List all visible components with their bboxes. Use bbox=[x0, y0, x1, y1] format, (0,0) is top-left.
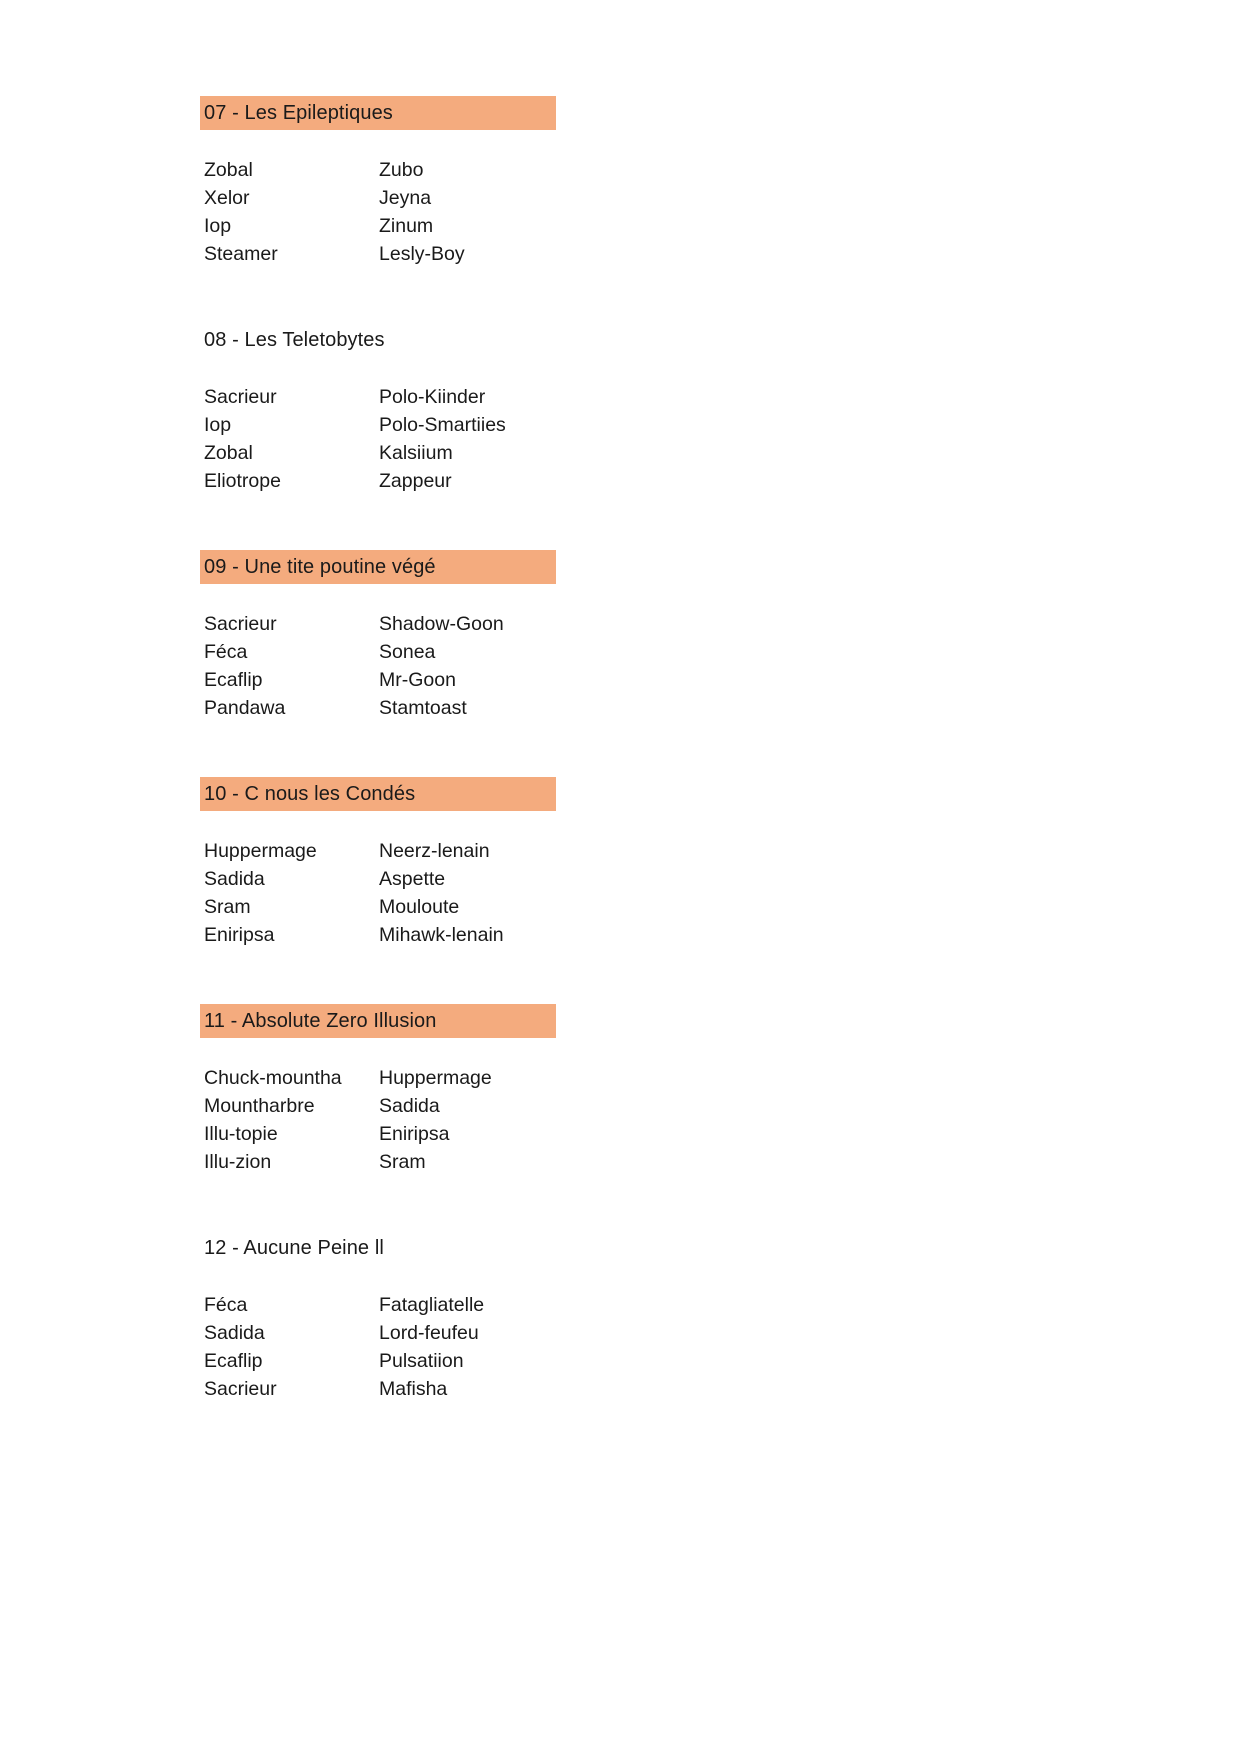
roster-player: Sram bbox=[379, 1151, 426, 1173]
roster-player: Lord-feufeu bbox=[379, 1322, 479, 1344]
roster-row bbox=[204, 383, 1084, 411]
team-section-title: 12 - Aucune Peine ll bbox=[204, 1237, 384, 1259]
roster-row bbox=[204, 694, 1084, 722]
roster-player: Neerz-lenain bbox=[379, 840, 490, 862]
roster-row bbox=[204, 837, 1084, 865]
roster-class: Sram bbox=[204, 896, 251, 918]
roster-player: Stamtoast bbox=[379, 697, 467, 719]
team-section-title: 07 - Les Epileptiques bbox=[200, 96, 556, 130]
team-section-title: 11 - Absolute Zero Illusion bbox=[200, 1004, 556, 1038]
roster-player: Zappeur bbox=[379, 470, 452, 492]
roster-row bbox=[204, 1148, 1084, 1176]
roster-class: Pandawa bbox=[204, 697, 286, 719]
roster-row bbox=[204, 666, 1084, 694]
roster-class: Sadida bbox=[204, 1322, 265, 1344]
roster-row bbox=[204, 184, 1084, 212]
team-roster bbox=[204, 837, 1084, 949]
roster-player: Mouloute bbox=[379, 896, 460, 918]
roster-class: Mountharbre bbox=[204, 1095, 315, 1117]
roster-row bbox=[204, 212, 1084, 240]
roster-class: Eniripsa bbox=[204, 924, 275, 946]
roster-row bbox=[204, 893, 1084, 921]
roster-row bbox=[204, 638, 1084, 666]
roster-row bbox=[204, 1092, 1084, 1120]
roster-row bbox=[204, 467, 1084, 495]
team-section bbox=[204, 777, 1084, 1004]
roster-player: Huppermage bbox=[379, 1067, 492, 1089]
team-roster bbox=[204, 156, 1084, 268]
team-roster bbox=[204, 1291, 1084, 1403]
roster-row bbox=[204, 156, 1084, 184]
team-roster bbox=[204, 383, 1084, 495]
roster-row bbox=[204, 1347, 1084, 1375]
roster-row bbox=[204, 439, 1084, 467]
roster-player: Polo-Smartiies bbox=[379, 414, 506, 436]
roster-class: Ecaflip bbox=[204, 669, 263, 691]
roster-player: Aspette bbox=[379, 868, 446, 890]
roster-player: Mr-Goon bbox=[379, 669, 456, 691]
roster-row bbox=[204, 411, 1084, 439]
roster-row bbox=[204, 1319, 1084, 1347]
roster-class: Xelor bbox=[204, 187, 250, 209]
team-section bbox=[204, 550, 1084, 777]
roster-class: Illu-zion bbox=[204, 1151, 272, 1173]
roster-player: Eniripsa bbox=[379, 1123, 450, 1145]
roster-player: Sadida bbox=[379, 1095, 440, 1117]
roster-player: Shadow-Goon bbox=[379, 613, 504, 635]
roster-row bbox=[204, 240, 1084, 268]
team-section-title: 10 - C nous les Condés bbox=[200, 777, 556, 811]
roster-player: Fatagliatelle bbox=[379, 1294, 485, 1316]
section-spacer bbox=[204, 722, 1084, 777]
roster-player: Zubo bbox=[379, 159, 424, 181]
team-roster-list bbox=[204, 96, 1084, 1403]
roster-class: Féca bbox=[204, 1294, 248, 1316]
roster-player: Kalsiium bbox=[379, 442, 453, 464]
team-section-title: 08 - Les Teletobytes bbox=[204, 329, 385, 351]
roster-row bbox=[204, 921, 1084, 949]
roster-row bbox=[204, 610, 1084, 638]
roster-player: Mafisha bbox=[379, 1378, 448, 1400]
roster-class: Zobal bbox=[204, 442, 253, 464]
team-roster bbox=[204, 610, 1084, 722]
roster-class: Sacrieur bbox=[204, 1378, 277, 1400]
team-section bbox=[204, 96, 1084, 323]
roster-class: Huppermage bbox=[204, 840, 317, 862]
roster-player: Jeyna bbox=[379, 187, 432, 209]
roster-row bbox=[204, 865, 1084, 893]
roster-player: Zinum bbox=[379, 215, 434, 237]
roster-class: Iop bbox=[204, 414, 232, 436]
team-section-title: 09 - Une tite poutine végé bbox=[200, 550, 556, 584]
roster-class: Chuck-mountha bbox=[204, 1067, 342, 1089]
roster-row bbox=[204, 1291, 1084, 1319]
roster-class: Steamer bbox=[204, 243, 278, 265]
team-roster bbox=[204, 1064, 1084, 1176]
roster-class: Illu-topie bbox=[204, 1123, 278, 1145]
roster-row bbox=[204, 1375, 1084, 1403]
roster-player: Pulsatiion bbox=[379, 1350, 464, 1372]
roster-class: Sadida bbox=[204, 868, 265, 890]
roster-player: Polo-Kiinder bbox=[379, 386, 486, 408]
roster-row bbox=[204, 1120, 1084, 1148]
team-section bbox=[204, 1004, 1084, 1231]
team-section bbox=[204, 1231, 1084, 1403]
roster-class: Eliotrope bbox=[204, 470, 281, 492]
roster-row bbox=[204, 1064, 1084, 1092]
roster-class: Ecaflip bbox=[204, 1350, 263, 1372]
roster-class: Féca bbox=[204, 641, 248, 663]
team-section bbox=[204, 323, 1084, 550]
section-spacer bbox=[204, 1176, 1084, 1231]
roster-class: Iop bbox=[204, 215, 232, 237]
section-spacer bbox=[204, 268, 1084, 323]
roster-class: Zobal bbox=[204, 159, 253, 181]
roster-class: Sacrieur bbox=[204, 386, 277, 408]
roster-class: Sacrieur bbox=[204, 613, 277, 635]
roster-player: Sonea bbox=[379, 641, 436, 663]
section-spacer bbox=[204, 949, 1084, 1004]
roster-player: Lesly-Boy bbox=[379, 243, 465, 265]
section-spacer bbox=[204, 495, 1084, 550]
roster-player: Mihawk-lenain bbox=[379, 924, 504, 946]
